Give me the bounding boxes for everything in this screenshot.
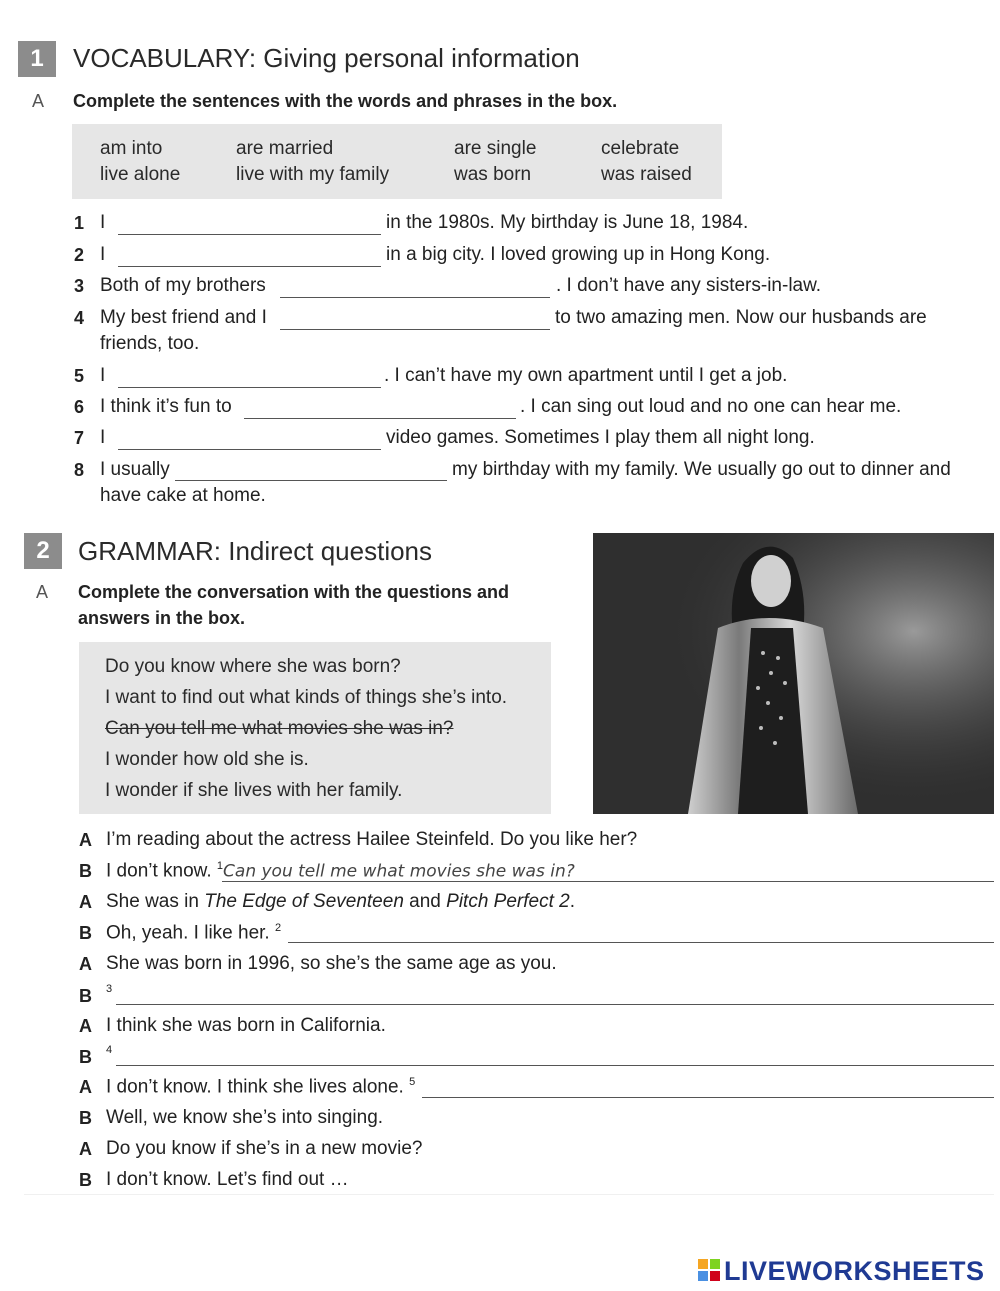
answer-line bbox=[222, 881, 994, 882]
speaker-label: B bbox=[79, 861, 92, 881]
item-text-before: I bbox=[100, 244, 106, 265]
speaker-label: A bbox=[79, 1016, 92, 1036]
line-text: Do you know if she’s in a new movie? bbox=[106, 1138, 423, 1159]
line-text bbox=[106, 860, 575, 882]
item-text-before: I usually bbox=[100, 459, 170, 480]
speaker-label: B bbox=[79, 923, 92, 943]
answer-blank[interactable] bbox=[288, 942, 994, 943]
answer-blank[interactable] bbox=[116, 1065, 994, 1066]
speaker-label: A bbox=[79, 1139, 92, 1159]
answer-blank[interactable] bbox=[280, 329, 550, 330]
box-line: I wonder how old she is. bbox=[105, 749, 309, 770]
item-text-after: my birthday with my family. We usually go out to dinner and bbox=[452, 459, 951, 480]
section-number: 1 bbox=[18, 41, 56, 77]
speaker-label: A bbox=[79, 954, 92, 974]
movie-title: The Edge of Seventeen bbox=[204, 891, 404, 912]
answer-blank[interactable] bbox=[118, 449, 381, 450]
line-text: I don’t know. Let’s find out … bbox=[106, 1169, 349, 1190]
subsection-letter: A bbox=[32, 91, 45, 111]
speaker-label: A bbox=[79, 1077, 92, 1097]
item-number: 1 bbox=[74, 213, 85, 233]
word-item: live with my family bbox=[236, 164, 390, 185]
blank-number: 5 bbox=[409, 1076, 416, 1088]
item-number: 2 bbox=[74, 245, 85, 265]
item-text-after: . I can’t have my own apartment until I get a job. bbox=[384, 365, 788, 386]
line-text bbox=[106, 983, 112, 1005]
item-number: 6 bbox=[74, 397, 85, 417]
instruction: Complete the sentences with the words and phrases in the box. bbox=[73, 91, 618, 111]
box-line: Do you know where she was born? bbox=[105, 656, 401, 677]
line-text: I’m reading about the actress Hailee Steinfeld. Do you like her? bbox=[106, 829, 638, 850]
word-item: was born bbox=[454, 164, 532, 185]
answer-blank[interactable] bbox=[116, 1004, 994, 1005]
item-text-before: Both of my brothers bbox=[100, 275, 266, 296]
word-item: are married bbox=[236, 138, 334, 159]
speaker-label: B bbox=[79, 1170, 92, 1190]
actress-photo bbox=[593, 533, 994, 814]
word-item: am into bbox=[100, 138, 163, 159]
line-text-prefix: I don’t know. I think she lives alone. bbox=[106, 1076, 404, 1098]
item-number: 5 bbox=[74, 366, 85, 386]
speaker-label: B bbox=[79, 1047, 92, 1067]
item-text-before: I bbox=[100, 212, 106, 233]
item-number: 4 bbox=[74, 308, 85, 328]
item-text-before: I bbox=[100, 365, 106, 386]
question-box bbox=[79, 642, 551, 814]
answer-blank[interactable] bbox=[175, 480, 447, 481]
line-text-part: She was in bbox=[106, 891, 205, 912]
logo-icon bbox=[698, 1259, 720, 1283]
item-text-after: . I don’t have any sisters-in-law. bbox=[556, 275, 822, 296]
box-line-crossed-out: Can you tell me what movies she was in? bbox=[105, 718, 454, 739]
section-number: 2 bbox=[24, 533, 62, 569]
box-line: I wonder if she lives with her family. bbox=[105, 780, 403, 801]
line-text: She was born in 1996, so she’s the same age as you. bbox=[106, 953, 557, 974]
logo-text: LIVEWORKSHEETS bbox=[724, 1256, 985, 1286]
item-text-before: I bbox=[100, 427, 106, 448]
blank-number: 1 bbox=[216, 860, 224, 872]
item-text-after: to two amazing men. Now our husbands are bbox=[555, 307, 927, 328]
item-text-after: video games. Sometimes I play them all night long. bbox=[386, 427, 815, 448]
section-title: VOCABULARY: Giving personal information bbox=[73, 43, 580, 73]
section-title: GRAMMAR: Indirect questions bbox=[78, 536, 433, 566]
divider bbox=[24, 1194, 994, 1195]
line-text bbox=[106, 1076, 415, 1098]
instruction-line-2: answers in the box. bbox=[78, 608, 246, 628]
item-text-after: in a big city. I loved growing up in Hong Kong. bbox=[386, 244, 771, 265]
speaker-label: A bbox=[79, 892, 92, 912]
line-text bbox=[106, 922, 281, 944]
word-item: live alone bbox=[100, 164, 181, 185]
item-text-before: I think it’s fun to bbox=[100, 396, 232, 417]
blank-number: 2 bbox=[274, 922, 282, 934]
line-text: Well, we know she’s into singing. bbox=[106, 1107, 384, 1128]
movie-title: Pitch Perfect 2 bbox=[446, 891, 570, 912]
subsection-letter: A bbox=[36, 582, 49, 602]
item-text-after: in the 1980s. My birthday is June 18, 1984. bbox=[386, 212, 749, 233]
speaker-label: A bbox=[79, 830, 92, 850]
line-text: I think she was born in California. bbox=[106, 1015, 386, 1036]
word-item: are single bbox=[454, 138, 537, 159]
item-number: 8 bbox=[74, 460, 85, 480]
word-box bbox=[72, 124, 722, 199]
instruction-line-1: Complete the conversation with the questions and bbox=[78, 582, 510, 602]
answer-blank[interactable] bbox=[118, 234, 381, 235]
item-number: 3 bbox=[74, 276, 85, 296]
word-item: was raised bbox=[601, 164, 692, 185]
speaker-label: B bbox=[79, 986, 92, 1006]
line-text bbox=[106, 1044, 112, 1066]
blank-number: 4 bbox=[106, 1044, 113, 1056]
line-text-prefix: I don’t know. bbox=[106, 860, 212, 882]
answer-blank[interactable] bbox=[118, 387, 381, 388]
item-number: 7 bbox=[74, 428, 85, 448]
box-line: I want to find out what kinds of things she’s into. bbox=[105, 687, 508, 708]
item-text-after: . I can sing out loud and no one can hear me. bbox=[520, 396, 902, 417]
item-text-continued: friends, too. bbox=[100, 333, 200, 354]
word-item: celebrate bbox=[601, 138, 680, 159]
answer-blank[interactable] bbox=[280, 297, 550, 298]
line-text-prefix: Oh, yeah. I like her. bbox=[106, 922, 270, 944]
line-text-part: and bbox=[403, 891, 447, 912]
line-text bbox=[106, 891, 575, 913]
answer-blank[interactable] bbox=[118, 266, 381, 267]
actress-photo-illustration bbox=[593, 533, 994, 814]
item-text-before: My best friend and I bbox=[100, 307, 267, 328]
answer-blank[interactable] bbox=[244, 418, 516, 419]
answer-blank[interactable] bbox=[422, 1097, 994, 1098]
example-answer: Can you tell me what movies she was in? bbox=[223, 861, 575, 882]
blank-number: 3 bbox=[106, 983, 113, 995]
item-text-continued: have cake at home. bbox=[100, 485, 266, 506]
speaker-label: B bbox=[79, 1108, 92, 1128]
line-text-part: . bbox=[569, 891, 575, 912]
